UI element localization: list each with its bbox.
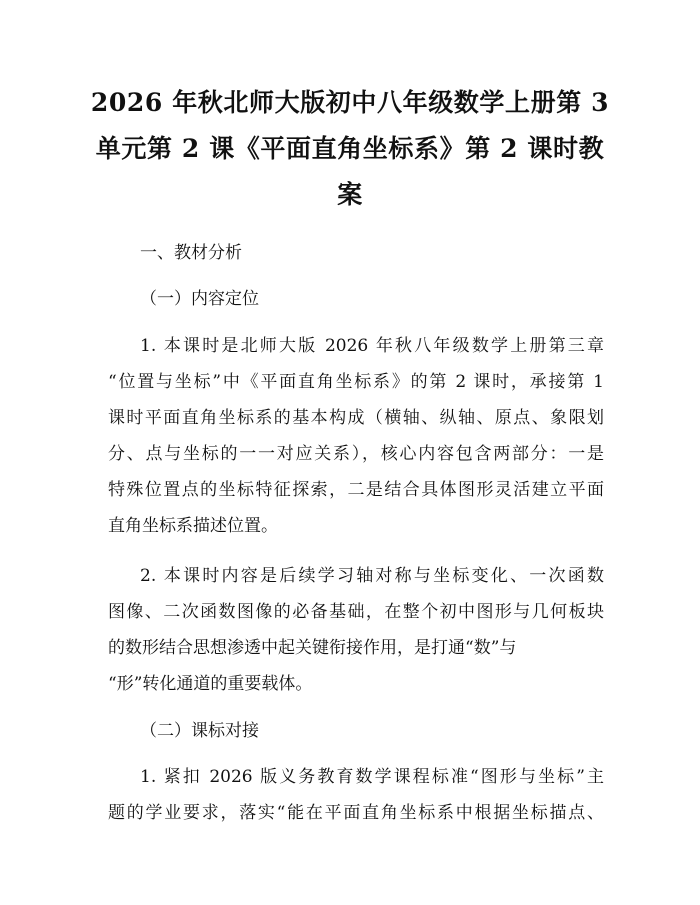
document-title-line-1: 2026 年秋北师大版初中八年级数学上册第 3 <box>90 88 610 117</box>
subsection-heading-curriculum-alignment: （二）课标对接 <box>140 721 259 741</box>
paragraph-1-line-1: 1. 本课时是北师大版 2026 年秋八年级数学上册第三章 <box>140 336 604 356</box>
paragraph-2-line-1: 2. 本课时内容是后续学习轴对称与坐标变化、一次函数 <box>140 566 604 586</box>
paragraph-3-line-1: 1. 紧扣 2026 版义务教育数学课程标准“图形与坐标”主 <box>140 767 604 787</box>
paragraph-1-line-5: 特殊位置点的坐标特征探索，二是结合具体图形灵活建立平面 <box>108 480 604 500</box>
paragraph-3-line-2: 题的学业要求，落实“能在平面直角坐标系中根据坐标描点、 <box>108 803 604 823</box>
paragraph-2-line-4: “形”转化通道的重要载体。 <box>108 674 313 694</box>
paragraph-2-line-2: 图像、二次函数图像的必备基础，在整个初中图形与几何板块 <box>108 602 604 622</box>
paragraph-1-line-6: 直角坐标系描述位置。 <box>108 516 278 536</box>
section-heading-teaching-material-analysis: 一、教材分析 <box>140 243 242 263</box>
paragraph-1-line-3: 课时平面直角坐标系的基本构成（横轴、纵轴、原点、象限划 <box>108 408 604 428</box>
paragraph-2-line-3: 的数形结合思想渗透中起关键衔接作用，是打通“数”与 <box>108 638 517 658</box>
document-title-line-3: 案 <box>337 180 363 209</box>
subsection-heading-content-positioning: （一）内容定位 <box>140 289 259 309</box>
document-title-line-2: 单元第 2 课《平面直角坐标系》第 2 课时教 <box>95 134 605 163</box>
paragraph-1-line-4: 分、点与坐标的一一对应关系），核心内容包含两部分：一是 <box>108 444 604 464</box>
paragraph-1-line-2: “位置与坐标”中《平面直角坐标系》的第 2 课时，承接第 1 <box>108 372 604 392</box>
